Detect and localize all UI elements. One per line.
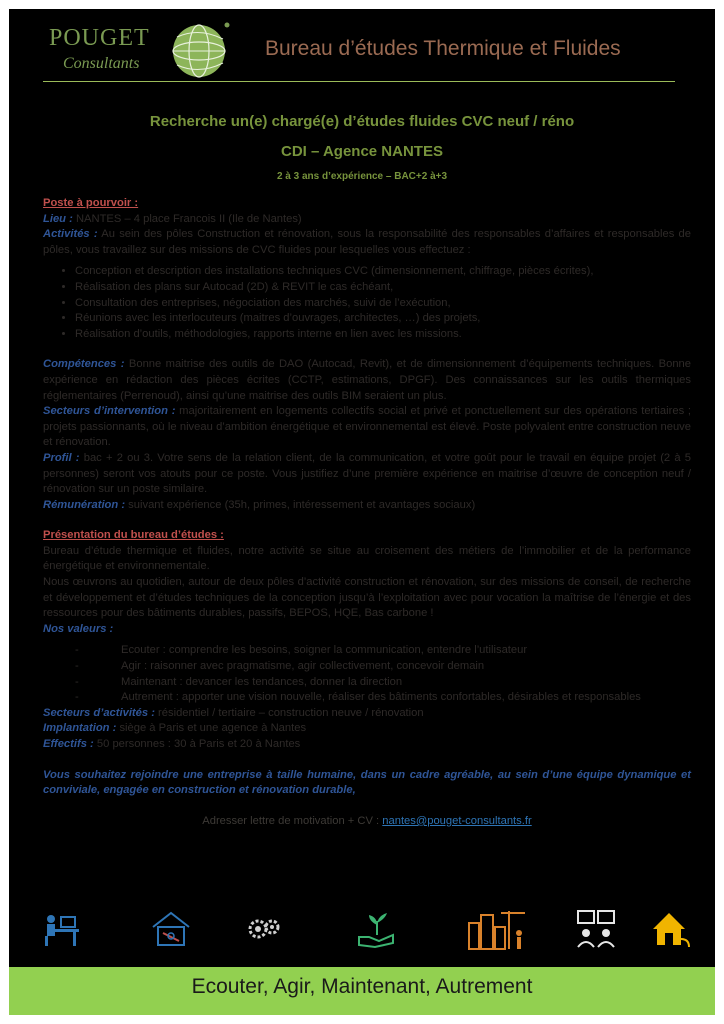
secteurs-activites-label: Secteurs d’activités : — [43, 706, 155, 719]
section-heading-poste: Poste à pourvoir : — [43, 197, 139, 209]
house-plan-icon — [149, 907, 193, 951]
meeting-screen-icon — [574, 907, 618, 951]
contact-email-link[interactable]: nantes@pouget-consultants.fr — [382, 814, 532, 827]
desk-worker-icon — [39, 907, 83, 951]
implantation-line — [43, 721, 691, 737]
list-item: • Conception et description des installations techniques CVC (dimensionnement, chiffrage, pièces écrites), — [75, 264, 691, 280]
hand-plant-icon — [355, 907, 399, 951]
remuneration-line — [43, 498, 691, 514]
implantation-label: Implantation : — [43, 722, 117, 735]
logo-subtitle: Consultants — [63, 55, 140, 72]
bureau-paragraph-1: Bureau d’étude thermique et fluides, notre activité se situe au croisement des métiers de l’immobilier et de la performance énergétique et environnementale. — [43, 544, 691, 573]
job-title: Recherche un(e) chargé(e) d’études fluides CVC neuf / réno — [149, 113, 575, 130]
activites-label: Activités : — [43, 228, 98, 241]
effectifs-line — [43, 737, 691, 753]
activities-list — [43, 264, 691, 342]
profil-text: bac + 2 ou 3. Votre sens de la relation client, de la communication, et votre goût pour le travail en équipe projet (2 à 5 personnes) seront vos atouts pour ce poste. Vous justifiez d’une première expérience en maitrise d’œuvre de conception neuf / rénovation sur un poste similaire. — [43, 451, 691, 496]
secteurs-activites-text: résidentiel / tertiaire – construction neuve / rénovation — [154, 706, 424, 719]
competences-text: Bonne maitrise des outils de DAO (Autocad, Revit), et de dimensionnement d’équipements techniques. Bonne expérience en rédaction des pièces écrites (CCTP, estimations, DPGF). Des connaissances sur les outils thermiques réglementaires (Perrenoud), ainsi qu’une maitrise des outils BIM seraient un plus. — [43, 358, 691, 402]
footer-motto: Ecouter, Agir, Maintenant, Autrement — [191, 975, 533, 998]
list-item: • Consultation des entreprises, négociation des marchés, suivi de l’exécution, — [75, 296, 691, 312]
remuneration-label: Rémunération : — [43, 498, 126, 511]
activites-paragraph — [43, 227, 691, 258]
gears-icon — [242, 907, 286, 951]
globe-icon — [169, 19, 233, 83]
section-heading-bureau: Présentation du bureau d’études : — [43, 529, 224, 542]
footer-band — [9, 967, 715, 1015]
activites-text: Au sein des pôles Construction et rénovation, sous la responsabilité des responsables d’affaires et responsables de pôles, vous travaillez sur des missions de CVC fluides pour lesquelles vous effectuez : — [43, 228, 692, 256]
list-item: - Autrement : apporter une vision nouvelle, réaliser des bâtiments confortables, désirables et responsables — [75, 691, 641, 704]
secteurs-intervention-label: Secteurs d’intervention : — [43, 405, 176, 418]
job-posting-page — [9, 9, 715, 1015]
contact-line — [43, 814, 691, 830]
list-item: - Ecouter : comprendre les besoins, soigner la communication, entendre l’utilisateur — [75, 644, 528, 657]
icons-row — [9, 907, 715, 957]
header-divider — [43, 81, 675, 82]
building-crane-icon — [465, 907, 527, 951]
valeurs-label: Nos valeurs : — [43, 622, 114, 635]
house-plug-icon — [649, 907, 693, 951]
header-title: Bureau d’études Thermique et Fluides — [265, 37, 621, 60]
list-item: • Réunions avec les interlocuteurs (maitres d’ouvrages, architectes, …) des projets, — [75, 311, 691, 327]
secteurs-intervention-paragraph — [43, 404, 691, 451]
list-item: • Réalisation des plans sur Autocad (2D) & REVIT le cas échéant, — [75, 280, 691, 296]
competences-paragraph — [43, 357, 691, 404]
list-item: - Maintenant : devancer les tendances, donner la direction — [75, 675, 403, 688]
secteurs-activites-line — [43, 706, 691, 722]
lieu-label: Lieu : — [43, 212, 73, 225]
competences-label: Compétences : — [43, 358, 125, 371]
job-experience: 2 à 3 ans d’expérience – BAC+2 à+3 — [276, 171, 448, 182]
effectifs-text: 50 personnes : 30 à Paris et 20 à Nantes — [93, 738, 301, 750]
logo-name: POUGET — [49, 25, 150, 51]
bureau-paragraph-2: Nous œuvrons au quotidien, autour de deux pôles d’activité construction et rénovation, sur des missions de conseil, de recherche et développement et d’études techniques de la conception jusqu’à l’exploitation avec pour vocation la maîtrise de l’énergie et des ressources pour des bâtiments durables, passifs, BEPOS, HQE, Bas carbone ! — [43, 576, 691, 620]
pouget-logo — [49, 19, 239, 85]
profil-paragraph — [43, 451, 691, 498]
list-item: • Réalisation d’outils, méthodologies, rapports interne en lien avec les missions. — [75, 327, 691, 343]
lieu-line — [43, 212, 691, 228]
lieu-text: NANTES – 4 place Francois II (Ile de Nantes) — [72, 212, 302, 225]
job-description — [43, 196, 691, 829]
contact-text: Adresser lettre de motivation + CV : — [202, 814, 383, 827]
secteurs-intervention-text: majoritairement en logements collectifs social et privé et ponctuellement sur des opérations tertiaires ; projets passionnants, où le niveau d’ambition énergétique et environnemental est élevé. Poste polyvalent entre construction neuve et rénovation. — [43, 405, 692, 449]
values-list — [43, 643, 691, 705]
profil-label: Profil : — [43, 451, 80, 464]
closing-statement: Vous souhaitez rejoindre une entreprise à taille humaine, dans un cadre agréable, au sein d’une équipe dynamique et conviviale, engagée en construction et rénovation durable, — [43, 768, 691, 797]
implantation-text: siège à Paris et une agence à Nantes — [116, 722, 307, 735]
job-contract: CDI – Agence NANTES — [281, 143, 443, 160]
effectifs-label: Effectifs : — [43, 738, 94, 750]
list-item: - Agir : raisonner avec pragmatisme, agir collectivement, concevoir demain — [75, 660, 485, 673]
remuneration-text: suivant expérience (35h, primes, intéressement et avantages sociaux) — [125, 498, 476, 511]
